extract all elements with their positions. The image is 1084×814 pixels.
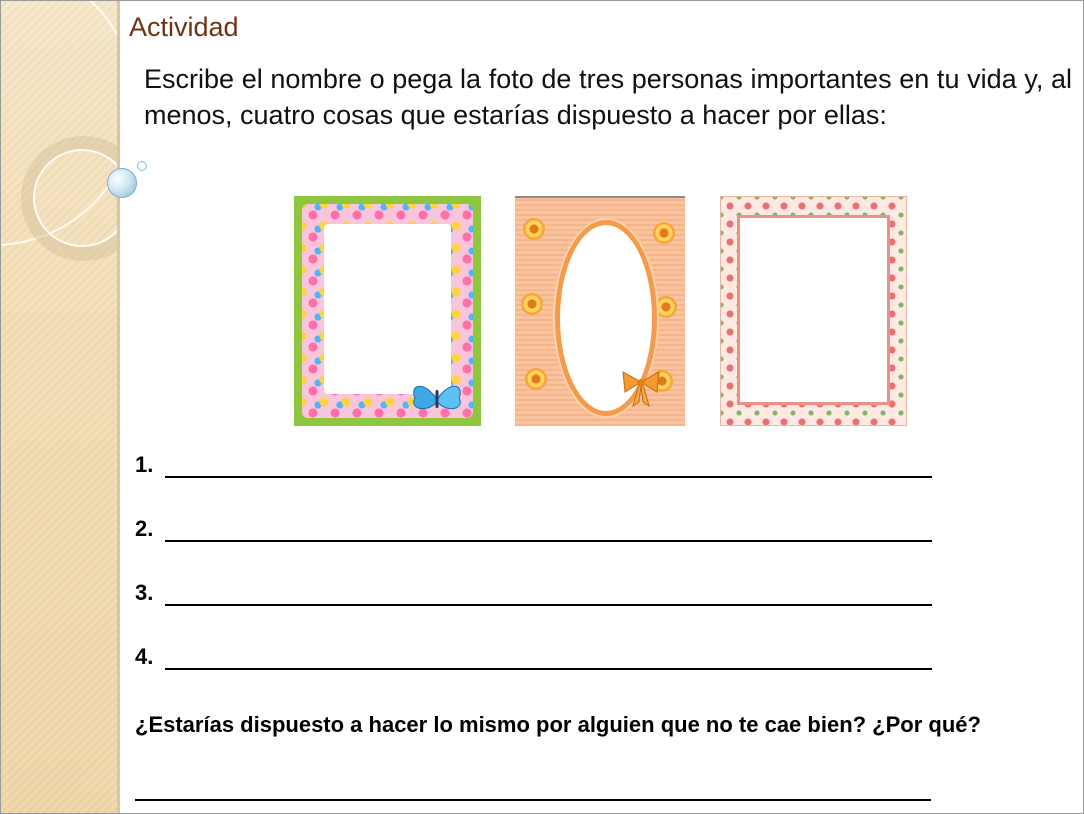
photo-frame-oval [515,196,685,426]
answer-number: 1. [135,452,154,477]
butterfly-icon [407,378,467,418]
flower-icon [521,293,543,315]
bubble-ornament [107,168,137,198]
flower-icon [655,296,677,318]
photo-frame-roses [720,196,907,426]
flower-icon [525,368,547,390]
answer-line [135,516,932,580]
slide-title: Actividad [129,12,239,42]
answer-number: 3. [135,580,154,605]
question-answer-blank [135,799,931,801]
answer-line [135,580,932,644]
flower-icon [653,222,675,244]
photo-frame-flowers [294,196,481,426]
instructions-text: Escribe el nombre o pega la foto de tres personas importantes en tu vida y, al menos, cuatro cosas que estarías dispuesto a hacer por ellas: [144,64,1072,130]
side-decoration [1,1,119,814]
flower-icon [523,218,545,240]
answer-blank [165,516,932,542]
photo-placeholder [324,224,451,394]
bubble-ornament-small [137,161,147,171]
answer-blank [165,580,932,606]
answer-line [135,452,932,516]
answer-blank [165,452,932,478]
answer-number: 2. [135,516,154,541]
answer-list [135,452,932,708]
reflection-question: ¿Estarías dispuesto a hacer lo mismo por alguien que no te cae bien? ¿Por qué? [135,712,981,737]
answer-line [135,644,932,708]
answer-number: 4. [135,644,154,669]
side-divider [117,1,120,814]
answer-blank [165,644,932,670]
photo-placeholder [737,215,890,405]
bow-icon [619,368,663,408]
